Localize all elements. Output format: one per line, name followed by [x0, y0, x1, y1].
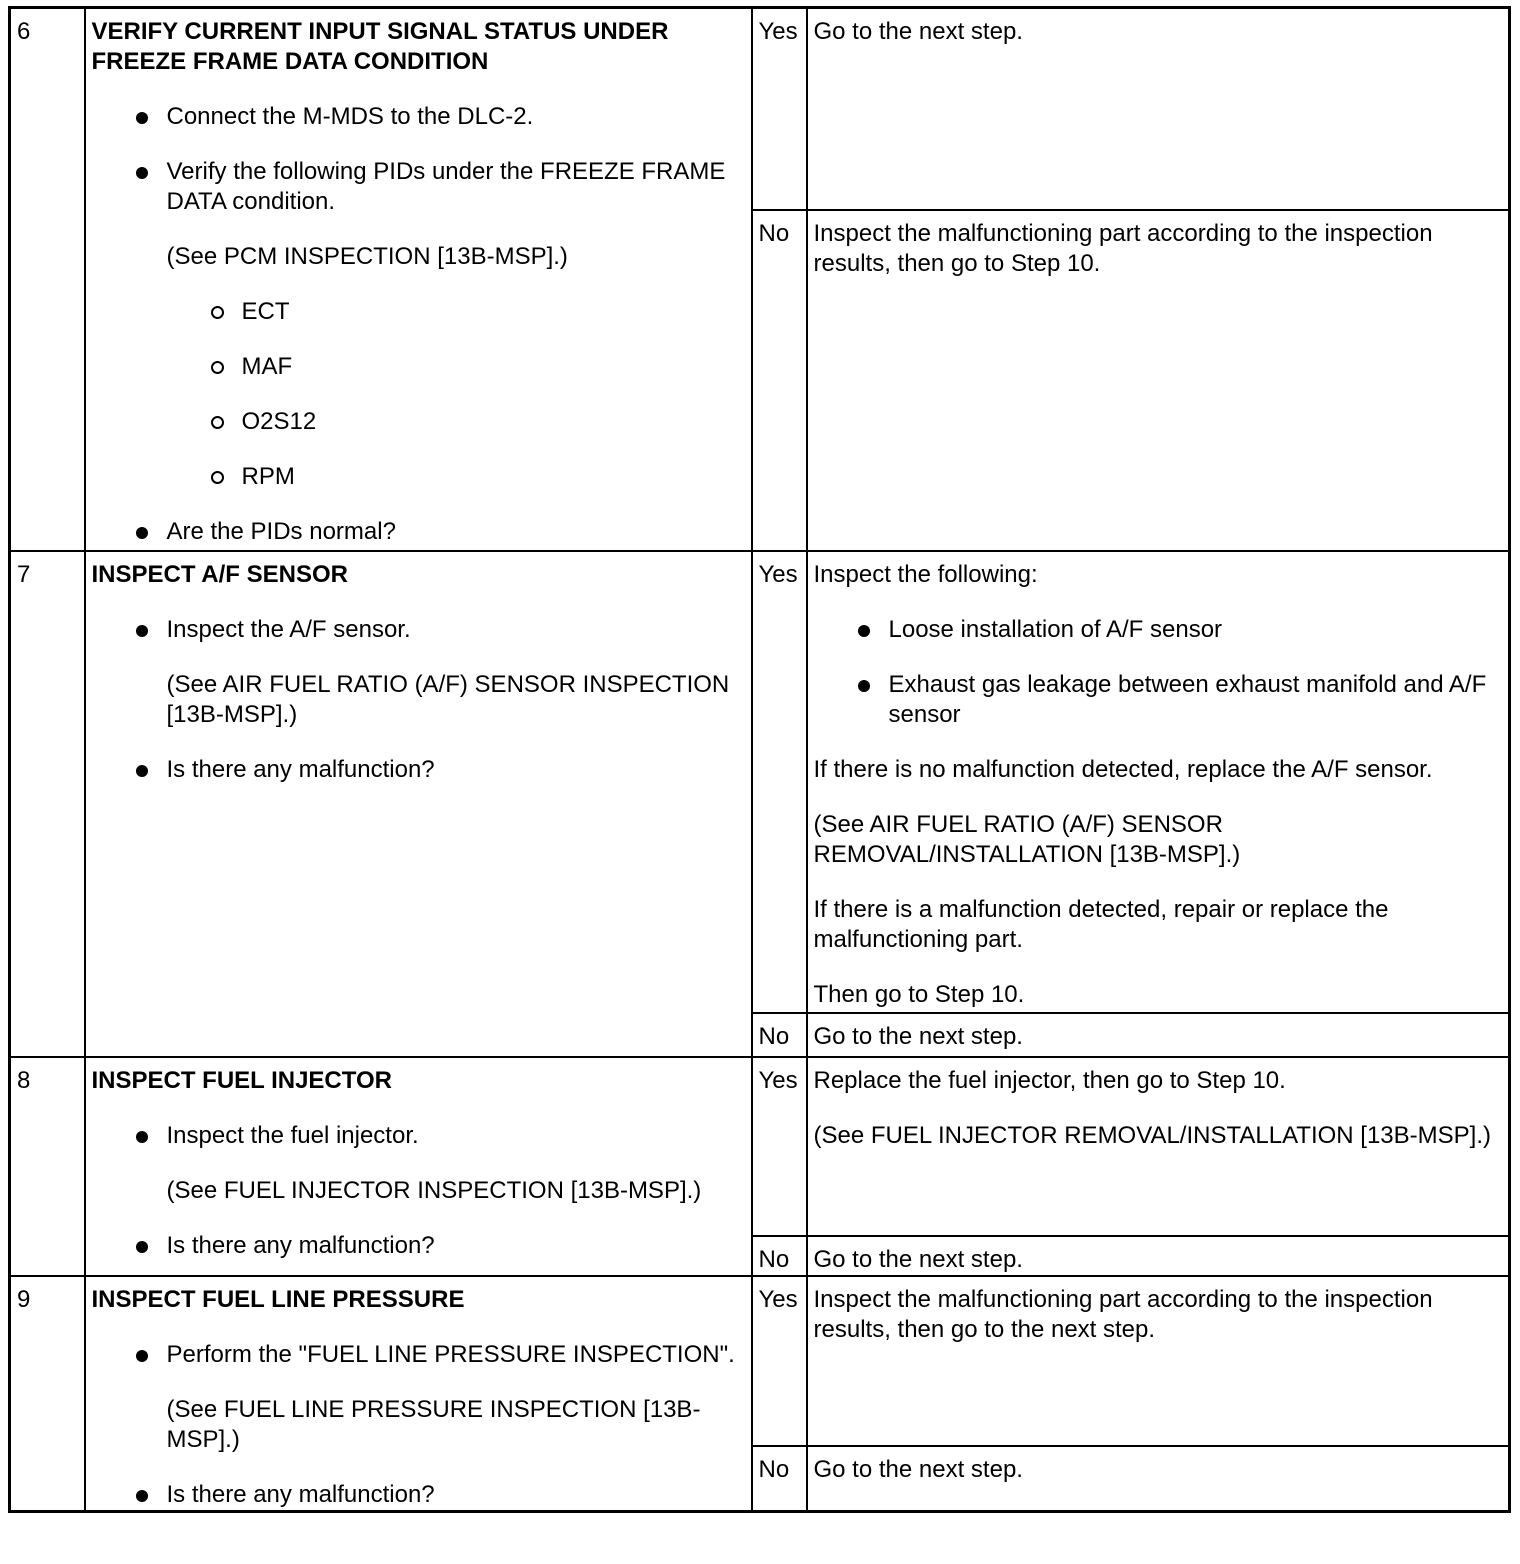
action-bullet: Is there any malfunction? [92, 1231, 745, 1261]
no-result-text: Inspect the malfunctioning part according to the inspection results, then go to Step 10. [813, 220, 1433, 277]
action-list [92, 1121, 745, 1151]
yes-result-text: If there is no malfunction detected, replace the A/F sensor. [813, 756, 1433, 783]
step-8-yes-row [10, 1057, 1510, 1236]
action-list [92, 755, 745, 785]
action-bullet: Inspect the fuel injector. [92, 1121, 745, 1151]
pid-list [167, 297, 745, 492]
action-bullet: Are the PIDs normal? [92, 517, 745, 547]
step-7-yes-row [10, 551, 1510, 1013]
action-list [92, 1480, 745, 1510]
yes-result-text: If there is a malfunction detected, repair or replace the malfunctioning part. [813, 896, 1389, 953]
reference-text: (See FUEL INJECTOR INSPECTION [13B-MSP].) [166, 1177, 702, 1204]
reference-text: (See FUEL INJECTOR REMOVAL/INSTALLATION [13B-MSP].) [813, 1122, 1491, 1149]
no-result-cell [807, 210, 1510, 551]
step-action-cell [85, 551, 752, 1057]
yes-result-text: Inspect the malfunctioning part according to the inspection results, then go to the next step. [813, 1286, 1433, 1343]
step-title: INSPECT FUEL INJECTOR [91, 1067, 392, 1094]
no-label: No [752, 210, 807, 551]
step-action-cell [85, 1276, 752, 1512]
step-title: VERIFY CURRENT INPUT SIGNAL STATUS UNDER FREEZE FRAME DATA CONDITION [91, 18, 669, 75]
step-title: INSPECT A/F SENSOR [91, 561, 348, 588]
yes-result-cell [807, 8, 1510, 211]
action-list [92, 1340, 745, 1370]
step-number: 7 [10, 551, 85, 1057]
yes-result-text: Then go to Step 10. [813, 981, 1025, 1008]
action-list [92, 615, 745, 645]
no-label: No [752, 1236, 807, 1276]
action-list [92, 1231, 745, 1261]
inspection-item: Exhaust gas leakage between exhaust manifold and A/F sensor [814, 670, 1503, 730]
reference-text: (See FUEL LINE PRESSURE INSPECTION [13B-MSP].) [166, 1396, 701, 1453]
yes-label: Yes [752, 8, 807, 211]
pid-item: ECT [167, 297, 745, 327]
yes-result-cell [807, 1276, 1510, 1446]
step-6-yes-row [10, 8, 1510, 211]
yes-label: Yes [752, 551, 807, 1013]
action-bullet: Is there any malfunction? [92, 1480, 745, 1510]
action-list [92, 517, 745, 547]
action-bullet: Connect the M-MDS to the DLC-2. [92, 102, 745, 132]
step-number: 9 [10, 1276, 85, 1512]
reference-text: (See AIR FUEL RATIO (A/F) SENSOR INSPECTION [13B-MSP].) [166, 671, 730, 728]
yes-result-cell [807, 1057, 1510, 1236]
no-result-cell [807, 1446, 1510, 1512]
action-bullet: Perform the "FUEL LINE PRESSURE INSPECTION". [92, 1340, 745, 1370]
yes-result-text: Replace the fuel injector, then go to Step 10. [813, 1067, 1286, 1094]
pid-item: RPM [167, 462, 745, 492]
action-bullet: Inspect the A/F sensor. [92, 615, 745, 645]
diagnostic-procedure-sheet [8, 6, 1511, 1513]
step-number: 8 [10, 1057, 85, 1276]
reference-text: (See AIR FUEL RATIO (A/F) SENSOR REMOVAL/INSTALLATION [13B-MSP].) [813, 811, 1241, 868]
yes-result-cell [807, 551, 1510, 1013]
step-title: INSPECT FUEL LINE PRESSURE [91, 1286, 465, 1313]
step-number: 6 [10, 8, 85, 552]
action-bullet: Verify the following PIDs under the FREEZE FRAME DATA condition. [92, 157, 745, 217]
action-bullet: Is there any malfunction? [92, 755, 745, 785]
no-result-text: Go to the next step. [813, 1246, 1023, 1273]
yes-intro-text: Inspect the following: [813, 561, 1038, 588]
step-action-cell [85, 1057, 752, 1276]
step-9-yes-row [10, 1276, 1510, 1446]
pid-item: O2S12 [167, 407, 745, 437]
diagnostic-procedure-table [8, 6, 1511, 1513]
inspection-item: Loose installation of A/F sensor [814, 615, 1503, 645]
no-result-cell [807, 1013, 1510, 1057]
yes-label: Yes [752, 1057, 807, 1236]
reference-text: (See PCM INSPECTION [13B-MSP].) [166, 243, 568, 270]
pid-item: MAF [167, 352, 745, 382]
inspection-list [814, 615, 1503, 730]
no-label: No [752, 1446, 807, 1512]
no-label: No [752, 1013, 807, 1057]
no-result-text: Go to the next step. [813, 1023, 1023, 1050]
no-result-text: Go to the next step. [813, 1456, 1023, 1483]
yes-result-text: Go to the next step. [813, 18, 1023, 45]
yes-label: Yes [752, 1276, 807, 1446]
action-list [92, 102, 745, 217]
no-result-cell [807, 1236, 1510, 1276]
step-action-cell [85, 8, 752, 552]
